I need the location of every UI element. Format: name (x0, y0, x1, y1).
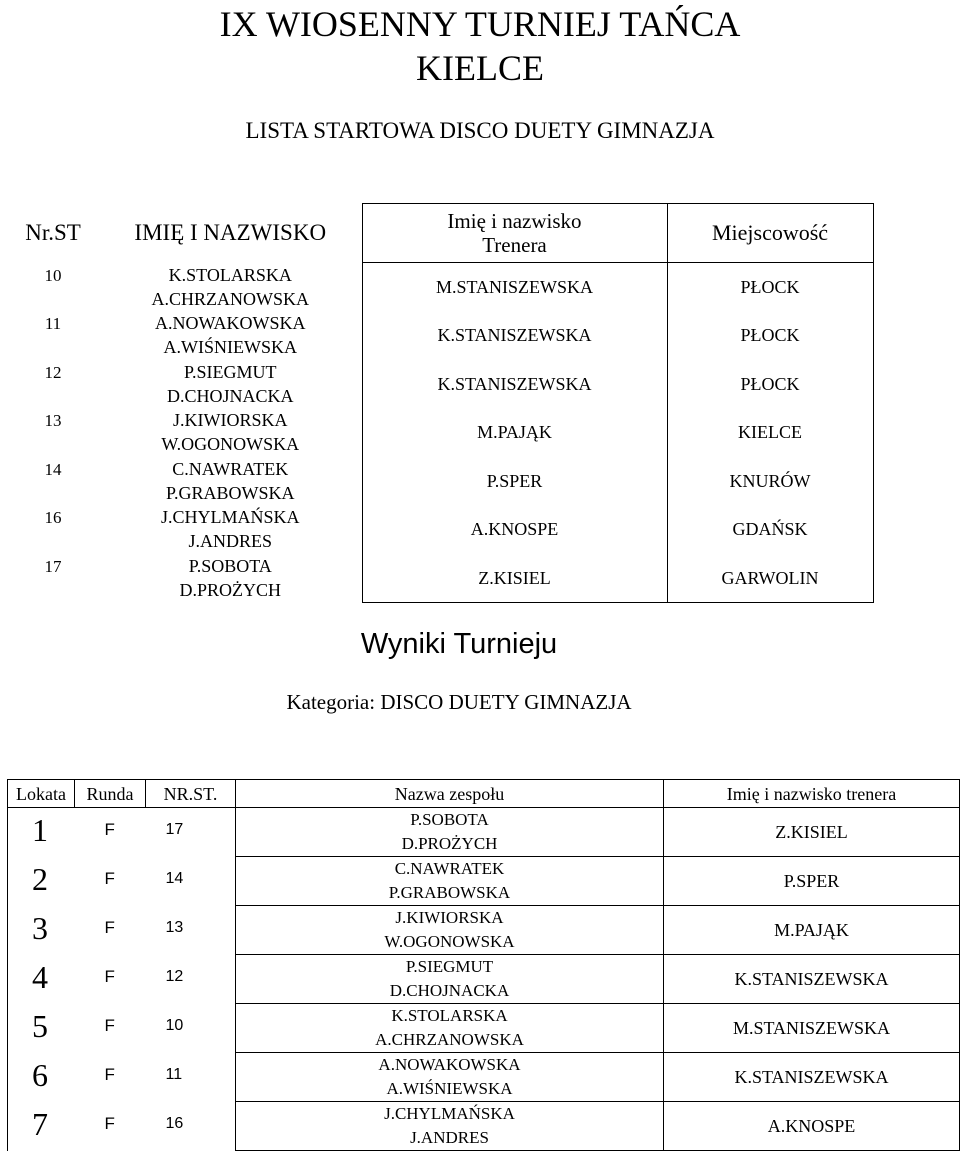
couple-names (99, 505, 362, 554)
dancer-name: J.KIWIORSKA (173, 410, 288, 431)
round-label: F (104, 1064, 115, 1084)
dancer-name: D.PROŻYCH (179, 579, 281, 600)
dancer-name: J.ANDRES (410, 1128, 489, 1147)
city-name: KIELCE (667, 408, 873, 457)
dancer-name: P.SIEGMUT (405, 957, 494, 976)
col-header-trainer (362, 204, 667, 263)
city-name: GDAŃSK (667, 505, 873, 554)
trainer-name: A.KNOSPE (362, 505, 667, 554)
dancer-name: A.NOWAKOWSKA (378, 1055, 521, 1074)
dancer-name: K.STOLARSKA (168, 264, 292, 285)
dancer-name: P.SIEGMUT (183, 361, 277, 382)
couple-names (99, 408, 362, 457)
start-number: 16 (146, 1102, 236, 1151)
results-row (8, 1053, 960, 1102)
start-list-table (7, 203, 874, 603)
dancer-name: W.OGONOWSKA (384, 932, 515, 951)
dancer-name: D.PROŻYCH (401, 834, 498, 853)
results-row (8, 857, 960, 906)
city-name: GARWOLIN (667, 554, 873, 603)
dancer-name: D.CHOJNACKA (166, 385, 294, 406)
round-label: F (104, 1015, 115, 1035)
trainer-name: K.STANISZEWSKA (362, 360, 667, 409)
trainer-name: P.SPER (664, 857, 960, 906)
place-number: 6 (8, 1053, 75, 1102)
page-title-city: KIELCE (416, 48, 544, 88)
results-table (7, 779, 960, 1151)
results-row (8, 1004, 960, 1053)
round-label: F (104, 1113, 115, 1133)
results-row (8, 955, 960, 1004)
round-label: F (104, 966, 115, 986)
dancer-name: A.CHRZANOWSKA (375, 1030, 524, 1049)
couple-names (99, 263, 362, 312)
start-list-header-row (7, 204, 873, 263)
dancer-name: P.SOBOTA (410, 810, 489, 829)
place-number: 1 (8, 808, 75, 857)
col-header-team: Nazwa zespołu (236, 780, 664, 808)
trainer-name: K.STANISZEWSKA (664, 1053, 960, 1102)
start-number: 10 (44, 265, 62, 285)
start-list-row (7, 360, 873, 409)
team-name (236, 1102, 664, 1151)
start-number: 17 (44, 556, 62, 576)
trainer-name: A.KNOSPE (664, 1102, 960, 1151)
start-number: 12 (44, 362, 62, 382)
trainer-name: K.STANISZEWSKA (362, 311, 667, 360)
dancer-name: A.NOWAKOWSKA (155, 313, 306, 334)
place-number: 7 (8, 1102, 75, 1151)
dancer-name: A.CHRZANOWSKA (151, 288, 309, 309)
col-header-names: IMIĘ I NAZWISKO (134, 220, 327, 245)
dancer-name: W.OGONOWSKA (161, 434, 300, 455)
trainer-name: P.SPER (362, 457, 667, 506)
col-header-round: Runda (75, 780, 146, 808)
trainer-name: M.PAJĄK (362, 408, 667, 457)
trainer-name: M.STANISZEWSKA (664, 1004, 960, 1053)
team-name (236, 955, 664, 1004)
start-number: 17 (146, 808, 236, 857)
start-number: 10 (146, 1004, 236, 1053)
dancer-name: J.CHYLMAŃSKA (160, 507, 300, 528)
start-number: 13 (146, 906, 236, 955)
col-header-city: Miejscowość (667, 204, 873, 263)
results-category: Kategoria: DISCO DUETY GIMNAZJA (286, 690, 632, 714)
team-name (236, 1053, 664, 1102)
start-number: 13 (44, 411, 62, 430)
col-header-trainer-name: Imię i nazwisko trenera (664, 780, 960, 808)
dancer-name: D.CHOJNACKA (389, 981, 510, 1000)
round-label: F (104, 917, 115, 937)
couple-names (99, 457, 362, 506)
results-row (8, 808, 960, 857)
trainer-name: Z.KISIEL (362, 554, 667, 603)
results-header-row (8, 780, 960, 808)
col-header-trainer-line2: Trenera (482, 233, 547, 257)
dancer-name: C.NAWRATEK (394, 859, 505, 878)
trainer-name: K.STANISZEWSKA (664, 955, 960, 1004)
start-number: 11 (146, 1053, 236, 1102)
col-header-place: Lokata (8, 780, 75, 808)
dancer-name: J.KIWIORSKA (395, 908, 504, 927)
dancer-name: J.CHYLMAŃSKA (384, 1104, 515, 1123)
place-number: 4 (8, 955, 75, 1004)
team-name (236, 808, 664, 857)
dancer-name: A.WIŚNIEWSKA (163, 337, 297, 358)
start-list-row (7, 263, 873, 312)
couple-names (99, 360, 362, 409)
col-header-start-nr: NR.ST. (146, 780, 236, 808)
results-heading: Wyniki Turnieju (360, 628, 558, 660)
team-name (236, 1004, 664, 1053)
start-number: 16 (44, 508, 62, 527)
dancer-name: P.SOBOTA (188, 555, 272, 576)
results-row (8, 1102, 960, 1151)
place-number: 3 (8, 906, 75, 955)
dancer-name: K.STOLARSKA (391, 1006, 508, 1025)
round-label: F (104, 820, 115, 839)
place-number: 2 (8, 857, 75, 906)
dancer-name: J.ANDRES (188, 531, 272, 552)
col-header-nr: Nr.ST (25, 220, 81, 245)
trainer-name: M.PAJĄK (664, 906, 960, 955)
couple-names (99, 554, 362, 603)
city-name: PŁOCK (667, 311, 873, 360)
dancer-name: A.WIŚNIEWSKA (386, 1079, 513, 1098)
city-name: PŁOCK (667, 360, 873, 409)
page-title: IX WIOSENNY TURNIEJ TAŃCA (219, 4, 741, 44)
start-list-row (7, 505, 873, 554)
dancer-name: P.GRABOWSKA (388, 883, 511, 902)
start-number: 14 (146, 857, 236, 906)
city-name: PŁOCK (667, 263, 873, 312)
start-number: 12 (146, 955, 236, 1004)
place-number: 5 (8, 1004, 75, 1053)
start-list-row (7, 311, 873, 360)
start-number: 14 (44, 459, 62, 479)
dancer-name: C.NAWRATEK (172, 458, 289, 479)
start-list-row (7, 408, 873, 457)
col-header-trainer-line1: Imię i nazwisko (447, 209, 582, 233)
trainer-name: Z.KISIEL (664, 808, 960, 857)
team-name (236, 857, 664, 906)
team-name (236, 906, 664, 955)
start-list-row (7, 554, 873, 603)
results-row (8, 906, 960, 955)
round-label: F (104, 868, 115, 888)
couple-names (99, 311, 362, 360)
dancer-name: P.GRABOWSKA (165, 482, 295, 503)
start-list-row (7, 457, 873, 506)
trainer-name: M.STANISZEWSKA (362, 263, 667, 312)
city-name: KNURÓW (667, 457, 873, 506)
start-list-subtitle: LISTA STARTOWA DISCO DUETY GIMNAZJA (245, 118, 715, 143)
start-number: 11 (44, 314, 62, 333)
